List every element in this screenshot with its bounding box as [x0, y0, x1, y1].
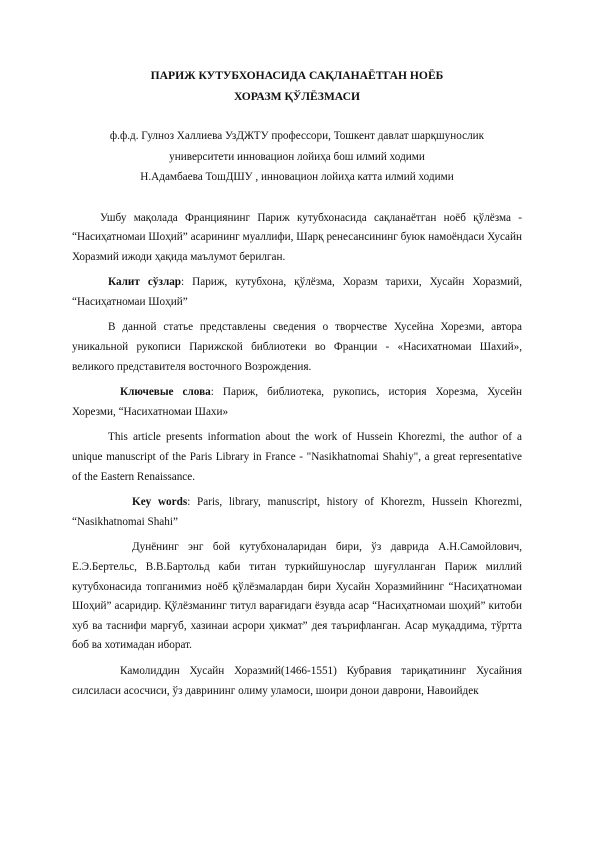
- body-paragraph-2: Камолиддин Хусайн Хоразмий(1466-1551) Кубравия тариқатининг Хусайния силсиласи асосчиси, ўз даврининг олиму уламоси, шоири донои даврони, Навоийдек: [72, 664, 522, 697]
- keywords-uz-text: : Париж, кутубхона, қўлёзма, Хоразм тарихи, Хусайн Хоразмий, “Насиҳатномаи Шоҳий”: [72, 276, 522, 308]
- author-line-2: университети инновацион лойиҳа бош илмий ходими: [169, 150, 425, 163]
- author-line-1: ф.ф.д. Гулноз Халлиева УзДЖТУ профессори, Тошкент давлат шарқшунослик: [109, 130, 485, 142]
- keywords-uz-label: Калит сўзлар: [108, 276, 182, 289]
- author-line-3: Н.Адамбаева ТошДШУ , инновацион лойиҳа катта илмий ходими: [140, 171, 454, 183]
- title-line-2: ХОРАЗМ ҚЎЛЁЗМАСИ: [234, 89, 360, 103]
- abstract-en: This article presents information about the work of Hussein Khorezmi, the author of a unique manuscript of the Paris Library in France - "Nasikhatnomai Shahiy", a great representative of the Eastern Renaissance.: [72, 431, 522, 483]
- keywords-en-label: Key words: [132, 496, 188, 509]
- keywords-ru: [72, 383, 522, 422]
- body-paragraph-1: Дунёнинг энг бой кутубхоналаридан бири, ўз даврида А.Н.Самойлович, Е.Э.Бертельс, В.В.Бартольд каби титан туркийшунослар шуғулланган Париж миллий кутубхонасида топганимиз ноёб қўлёзмалардан бири Хусайн Хоразмийнинг “Насиҳатномаи Шоҳий” асаридир. Қўлёзманинг титул варағидаги ёзувда асар “Насиҳатномаи шоҳий” китоби хуб ва таснифи марғуб, хазинаи асрори ҳикмат” дея таърифланган. Асар муқаддима, тўртта боб ва хотимадан иборат.: [72, 541, 522, 652]
- keywords-ru-text: : Париж, библиотека, рукопись, история Хорезма, Хусейн Хорезми, “Насихатномаи Шахи»: [72, 386, 522, 418]
- keywords-uz: [72, 273, 522, 312]
- abstract-uz: Ушбу мақолада Франциянинг Париж кутубхонасида сақланаётган ноёб қўлёзма - “Насиҳатномаи Шоҳий” асарининг муаллифи, Шарқ ренесансининг буюк намоёндаси Хусайн Хоразмий ижоди ҳақида маълумот берилган.: [72, 211, 522, 263]
- abstract-ru: В данной статье представлены сведения о творчестве Хусейна Хорезми, автора уникальной рукописи Парижской библиотеки во Франции - «Насихатномаи Шахий», великого представителя восточного Возрождения.: [72, 321, 522, 373]
- keywords-en: [72, 493, 522, 532]
- keywords-en-text: : Paris, library, manuscript, history of Khorezm, Hussein Khorezmi, “Nasikhatnomai Shahi”: [72, 496, 522, 528]
- author-block: [72, 126, 522, 188]
- title-line-1: ПАРИЖ КУТУБХОНАСИДА САҚЛАНАЁТГАН НОЁБ: [150, 69, 444, 82]
- paper-title: [72, 66, 522, 107]
- keywords-ru-label: Ключевые слова: [120, 386, 211, 399]
